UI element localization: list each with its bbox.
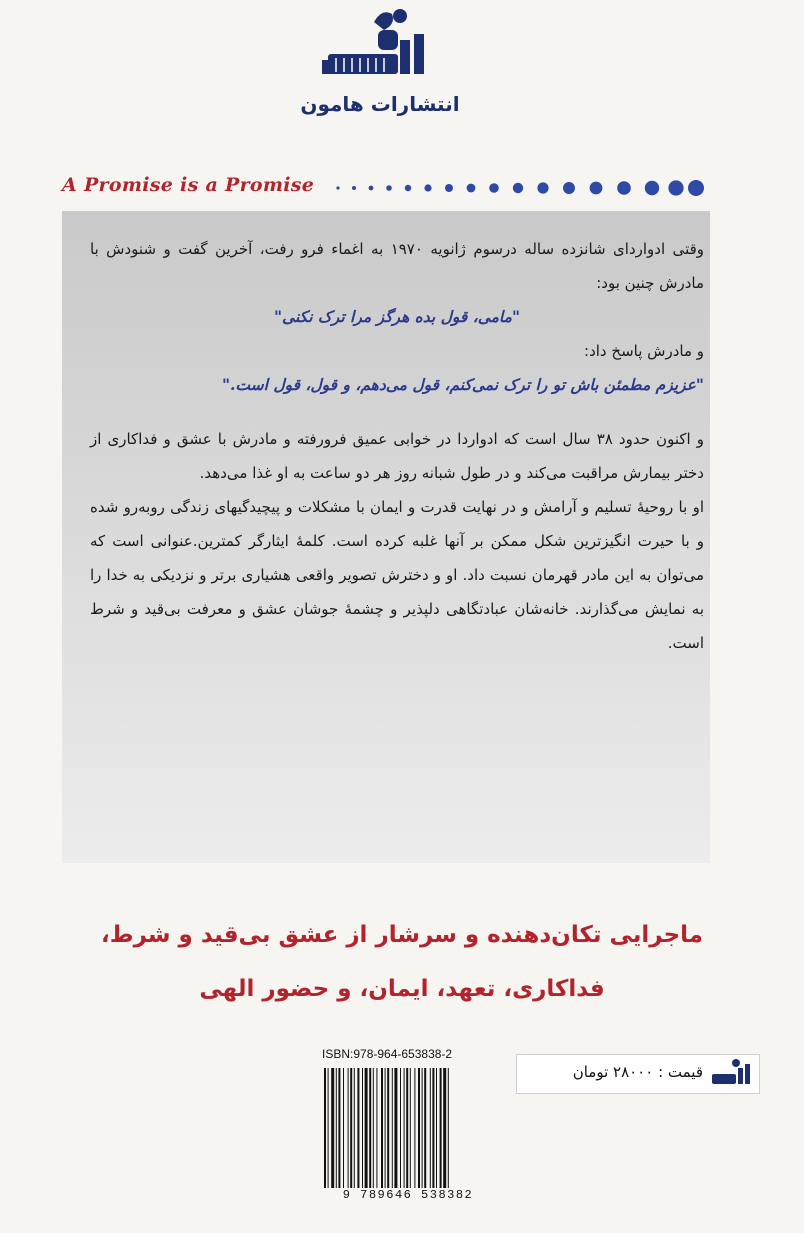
price-label: قیمت : ۲۸۰۰۰ تومان <box>572 1063 703 1081</box>
synopsis-text <box>90 232 704 660</box>
tagline-line-1: ماجرایی تکان‌دهنده و سرشار از عشق بی‌قید و شرط، <box>100 922 704 948</box>
publisher-mini-logo <box>710 1058 752 1088</box>
isbn-label: ISBN:978-964-653838-2 <box>322 1047 453 1061</box>
tagline <box>40 908 764 1016</box>
reply-intro: و مادرش پاسخ داد: <box>584 342 704 360</box>
publisher-logo <box>318 4 438 94</box>
mother-quote: "عزیزم مطمئن باش تو را ترک نمی‌کنم، قول می‌دهم، و قول، قول است." <box>221 375 704 394</box>
intro-paragraph: وقتی ادواردای شانزده ساله درسوم ژانویه ۱۹۷۰ به اغماء فرو رفت، آخرین گفت و شنودش با مادرش چنین بود: <box>90 240 705 292</box>
series-title: A Promise is a Promise <box>62 174 315 196</box>
paragraph-two: او با روحیهٔ تسلیم و آرامش و در نهایت قدرت و ایمان با مشکلات و پیچیدگیهای زندگی روبه‌رو شده و با حیرت انگیزترین شکل ممکن بر آنها غلبه کرده است. کلمهٔ ایثارگر کمترین.عنوانی است که می‌توان به این مادر قهرمان نسبت داد. او و دخترش تصویر واقعی هشیاری برتر و نزدیکی به خدا را به نمایش می‌گذارند. خانه‌شان عبادتگاهی دلپذیر و چشمهٔ جوشان عشق و معرفت بی‌قید و شرط است. <box>90 498 704 652</box>
barcode <box>322 1068 494 1188</box>
publisher-name: انتشارات هامون <box>300 92 460 116</box>
tagline-line-2: فداکاری، تعهد، ایمان، و حضور الهی <box>199 976 605 1002</box>
series-header <box>0 168 804 204</box>
decorative-dots <box>334 176 714 200</box>
paragraph-one: و اکنون حدود ۳۸ سال است که ادواردا در خوابی عمیق فرورفته و مادرش با عشق و فداکاری از دختر بیمارش مراقبت می‌کند و در طول شبانه روز هر دو ساعت به او غذا می‌دهد. <box>90 430 704 482</box>
daughter-quote: "مامی، قول بده هرگز مرا ترک نکنی" <box>273 307 521 326</box>
barcode-number: 9 789646 538382 <box>342 1188 474 1202</box>
